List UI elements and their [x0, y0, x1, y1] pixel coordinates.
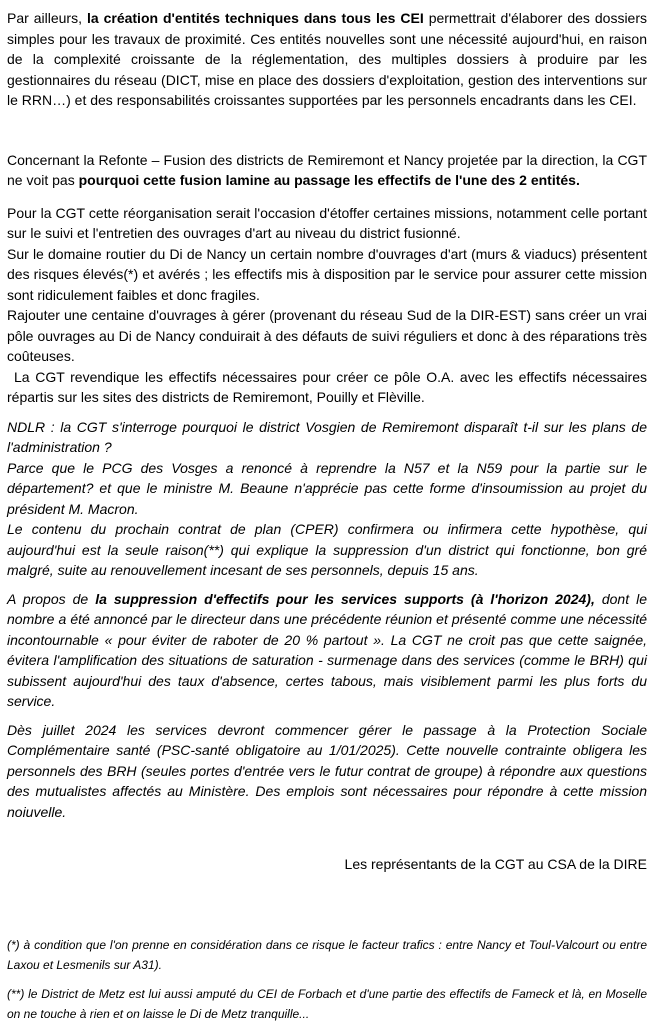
- footnote-2: (**) le District de Metz est lui aussi amputé du CEI de Forbach et d'une partie des effectifs de Fameck et là, en Moselle on ne touche à rien et on laisse le Di de Metz tranquille...: [7, 986, 647, 1021]
- paragraph-pcg-vosges: Parce que le PCG des Vosges a renoncé à reprendre la N57 et la N59 pour la partie sur le département? et que le ministre M. Beaune n'apprécie pas cette forme d'insoumission au projet du président M. Macron.: [7, 459, 647, 517]
- paragraph-entites-techniques-bold: la création d'entités techniques dans tous les CEI: [86, 10, 424, 26]
- paragraph-entites-techniques: [7, 8, 647, 111]
- paragraph-suppression-effectifs-lead: A propos de: [7, 590, 96, 607]
- paragraph-ouvrages-dart: Sur le domaine routier du Di de Nancy un certain nombre d'ouvrages d'art (murs & viaducs) présentent des risques élevés(*) et avérés ; les effectifs mis à disposition par le service pour assurer cette mission sont ridiculement faibles et donc fragiles.: [7, 245, 647, 303]
- paragraph-suppression-effectifs-rest: dont le nombre a été annoncé par le directeur dans une précédente réunion et présenté comme une nécessité incontournable « pour éviter de raboter de 20 % partout ». La CGT ne croit pas que cette saignée, évitera l'amplification des situations de saturation - surmenage dans des services (comme le BRH) qui subissent aujourd'hui des taux d'absence, certes tabous, mais visiblement parmi les plus forts du service.: [7, 590, 647, 709]
- paragraph-psc-sante: Dès juillet 2024 les services devront commencer gérer le passage à la Protection Sociale Complémentaire santé (PSC-santé obligatoire au 1/01/2025). Cette nouvelle contrainte obligera les personnels des BRH (seules portes d'entrée vers le futur contrat de groupe) à répondre aux questions des mutualistes affectés au Ministère. Des emplois sont nécessaires pour répondre à cette mission noiuvelle.: [7, 721, 647, 820]
- footnotes-section: [7, 935, 647, 1024]
- footnote-1: (*) à condition que l'on prenne en considération dans ce risque le facteur trafics : entre Nancy et Toul-Valcourt ou entre Laxou et Lesmenils sur A31).: [7, 937, 647, 972]
- paragraph-refonte-fusion-bold: pourquoi cette fusion lamine au passage les effectifs de l'une des 2 entités.: [78, 172, 580, 188]
- paragraph-refonte-fusion: [7, 150, 647, 191]
- paragraph-revendication-pole-oa: La CGT revendique les effectifs nécessaires pour créer ce pôle O.A. avec les effectifs nécessaires répartis sur les sites des districts de Remiremont, Pouilly et Flèville.: [7, 368, 647, 405]
- paragraph-rajouter-ouvrages: Rajouter une centaine d'ouvrages à gérer (provenant du réseau Sud de la DIR-EST) sans créer un vrai pôle ouvrages au Di de Nancy conduirait à des défauts de suivi réguliers et donc à des réparations très coûteuses.: [7, 307, 647, 364]
- paragraph-reorganisation: Pour la CGT cette réorganisation serait l'occasion d'étoffer certaines missions, notamment celle portant sur le suivi et l'entretien des ouvrages d'art au niveau du district fusionné.: [7, 204, 647, 241]
- paragraph-ndlr: NDLR : la CGT s'interroge pourquoi le district Vosgien de Remiremont disparaît t-il sur les plans de l'administration ?: [7, 418, 647, 455]
- paragraph-suppression-effectifs: [7, 589, 647, 712]
- signature-line: Les représentants de la CGT au CSA de la DIRE: [344, 856, 647, 872]
- paragraph-entites-techniques-rest: permettrait d'élaborer des dossiers simples pour les travaux de proximité. Ces entités nouvelles sont une nécessité aujourd'hui, en raison de la complexité croissante de la réglementation, des multiples dossiers à produire par les gestionnaires du réseau (DICT, mise en place des dossiers d'exploitation, gestion des interventions sur le RRN…) et des responsabilités croissantes supportées par les personnels encadrants dans les CEI.: [7, 10, 647, 108]
- paragraph-suppression-effectifs-bold: la suppression d'effectifs pour les services supports (à l'horizon 2024),: [95, 590, 595, 607]
- paragraph-cper: Le contenu du prochain contrat de plan (CPER) confirmera ou infirmera cette hypothèse, qui aujourd'hui est la seule raison(**) qui explique la suppression d'un district qui fonctionne, bon gré malgré, suite au renouvellement incesant de ses personnels, depuis 15 ans.: [7, 521, 647, 578]
- paragraph-entites-techniques-lead: Par ailleurs,: [7, 10, 87, 26]
- paragraph-refonte-fusion-lead: Concernant la Refonte – Fusion des districts de Remiremont et Nancy projetée par la direction, la CGT ne voit pas: [7, 151, 647, 188]
